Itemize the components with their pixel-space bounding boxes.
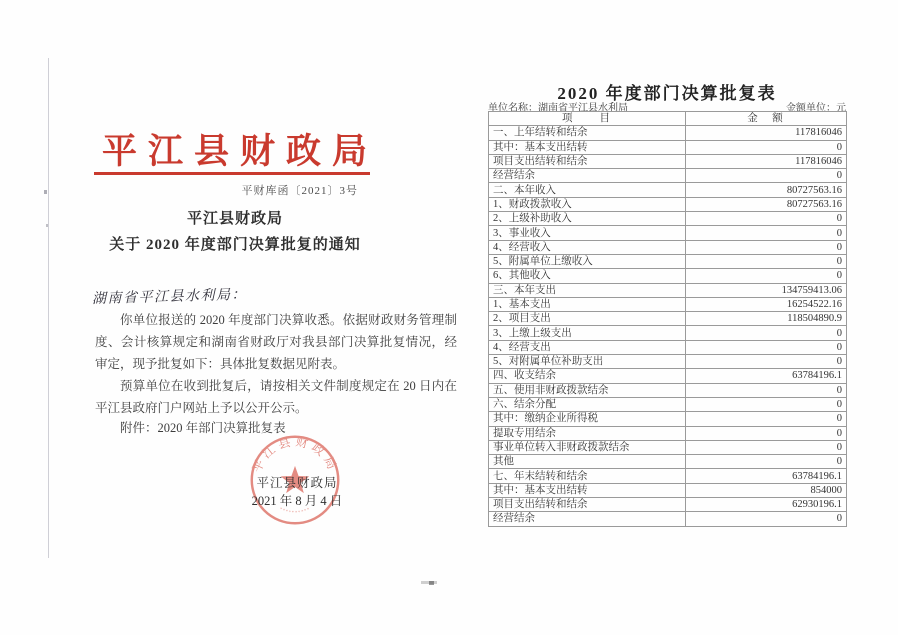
row-label: 一、上年结转和结余 [489, 126, 686, 140]
row-label: 其中：基本支出结转 [489, 483, 686, 497]
letter-title-subject: 关于 2020 年度部门决算批复的通知 [109, 237, 361, 253]
row-amount: 134759413.06 [686, 283, 847, 297]
report-table-rows [489, 126, 847, 526]
row-amount: 854000 [686, 483, 847, 497]
row-amount: 80727563.16 [686, 197, 847, 211]
row-label: 3、上缴上级支出 [489, 326, 686, 340]
table-header-row [489, 112, 847, 126]
table-row [489, 397, 847, 411]
row-amount: 80727563.16 [686, 183, 847, 197]
row-label: 五、使用非财政拨款结余 [489, 383, 686, 397]
table-row [489, 169, 847, 183]
table-row [489, 455, 847, 469]
table-row [489, 283, 847, 297]
table-row [489, 355, 847, 369]
row-label: 六、结余分配 [489, 397, 686, 411]
row-label: 项目支出结转和结余 [489, 154, 686, 168]
row-label: 提取专用结余 [489, 426, 686, 440]
row-amount: 63784196.1 [686, 469, 847, 483]
table-row [489, 183, 847, 197]
row-label: 1、基本支出 [489, 297, 686, 311]
table-row [489, 312, 847, 326]
table-row [489, 369, 847, 383]
agency-masthead: 平江县财政局 [101, 132, 378, 171]
row-label: 4、经营支出 [489, 340, 686, 354]
table-row [489, 440, 847, 454]
table-row [489, 226, 847, 240]
handwritten-recipient: 湖南省平江县水利局： [91, 287, 248, 308]
table-row [489, 498, 847, 512]
row-amount: 0 [686, 440, 847, 454]
table-row [489, 126, 847, 140]
table-row [489, 512, 847, 526]
row-label: 1、财政拨款收入 [489, 197, 686, 211]
table-row [489, 426, 847, 440]
document-number: 平财库函〔2021〕3号 [241, 185, 358, 197]
signature-org: 平江县财政局 [256, 476, 338, 490]
table-row [489, 383, 847, 397]
table-row [489, 140, 847, 154]
table-row [489, 412, 847, 426]
row-label: 其中：基本支出结转 [489, 140, 686, 154]
row-label: 其中：缴纳企业所得税 [489, 412, 686, 426]
row-amount: 117816046 [686, 126, 847, 140]
amount-unit-label: 金额单位：元 [786, 103, 846, 114]
row-amount: 0 [686, 512, 847, 526]
row-label: 5、对附属单位补助支出 [489, 355, 686, 369]
row-amount: 118504890.9 [686, 312, 847, 326]
scan-speck [46, 224, 48, 227]
row-amount: 0 [686, 169, 847, 183]
seal-serial-marks: ********** [278, 507, 312, 516]
row-label: 二、本年收入 [489, 183, 686, 197]
row-amount: 0 [686, 426, 847, 440]
table-row [489, 154, 847, 168]
row-label: 经营结余 [489, 512, 686, 526]
row-amount: 63784196.1 [686, 369, 847, 383]
table-row [489, 340, 847, 354]
row-amount: 0 [686, 240, 847, 254]
letter-body [95, 309, 457, 419]
column-header-item: 项 目 [489, 112, 686, 126]
column-header-amount: 金 额 [686, 112, 847, 126]
row-amount: 0 [686, 455, 847, 469]
row-amount: 0 [686, 254, 847, 268]
report-table [488, 111, 847, 527]
row-amount: 0 [686, 326, 847, 340]
table-row [489, 212, 847, 226]
row-amount: 0 [686, 226, 847, 240]
scan-speck [44, 190, 47, 194]
letter-paragraph: 预算单位在收到批复后，请按相关文件制度规定在 20 日内在平江县政府门户网站上予以公开公示。 [95, 379, 457, 415]
row-amount: 117816046 [686, 154, 847, 168]
row-amount: 0 [686, 397, 847, 411]
row-label: 其他 [489, 455, 686, 469]
row-amount: 0 [686, 269, 847, 283]
row-label: 2、上级补助收入 [489, 212, 686, 226]
row-label: 3、事业收入 [489, 226, 686, 240]
row-amount: 0 [686, 340, 847, 354]
row-label: 5、附属单位上缴收入 [489, 254, 686, 268]
page-fold-line [48, 58, 49, 558]
table-row [489, 326, 847, 340]
row-label: 三、本年支出 [489, 283, 686, 297]
row-amount: 0 [686, 355, 847, 369]
letter-title-org: 平江县财政局 [186, 211, 283, 227]
row-amount: 0 [686, 212, 847, 226]
row-label: 经营结余 [489, 169, 686, 183]
table-row [489, 269, 847, 283]
row-amount: 0 [686, 140, 847, 154]
table-row [489, 297, 847, 311]
row-label: 4、经营收入 [489, 240, 686, 254]
row-label: 事业单位转入非财政拨款结余 [489, 440, 686, 454]
unit-name-label: 单位名称：湖南省平江县水利局 [488, 103, 628, 114]
scan-smudge [429, 581, 434, 585]
attachment-note: 附件：2020 年部门决算批复表 [120, 421, 286, 435]
row-amount: 62930196.1 [686, 498, 847, 512]
row-label: 2、项目支出 [489, 312, 686, 326]
row-amount: 0 [686, 383, 847, 397]
row-amount: 0 [686, 412, 847, 426]
row-label: 七、年末结转和结余 [489, 469, 686, 483]
seal-arc-text: 平江县财政局 [249, 434, 341, 475]
row-label: 6、其他收入 [489, 269, 686, 283]
table-row [489, 240, 847, 254]
row-label: 四、收支结余 [489, 369, 686, 383]
report-title: 2020 年度部门决算批复表 [557, 84, 777, 103]
table-row [489, 254, 847, 268]
signature-date: 2021 年 8 月 4 日 [251, 494, 343, 508]
row-amount: 16254522.16 [686, 297, 847, 311]
table-row [489, 483, 847, 497]
letter-paragraph: 你单位报送的 2020 年度部门决算收悉。依据财政财务管理制度、会计核算规定和湖南省财政厅对我县部门决算批复情况，经审定，现予批复如下：具体批复数据见附表。 [95, 313, 457, 371]
masthead-divider [94, 172, 370, 175]
row-label: 项目支出结转和结余 [489, 498, 686, 512]
table-row [489, 469, 847, 483]
table-row [489, 197, 847, 211]
